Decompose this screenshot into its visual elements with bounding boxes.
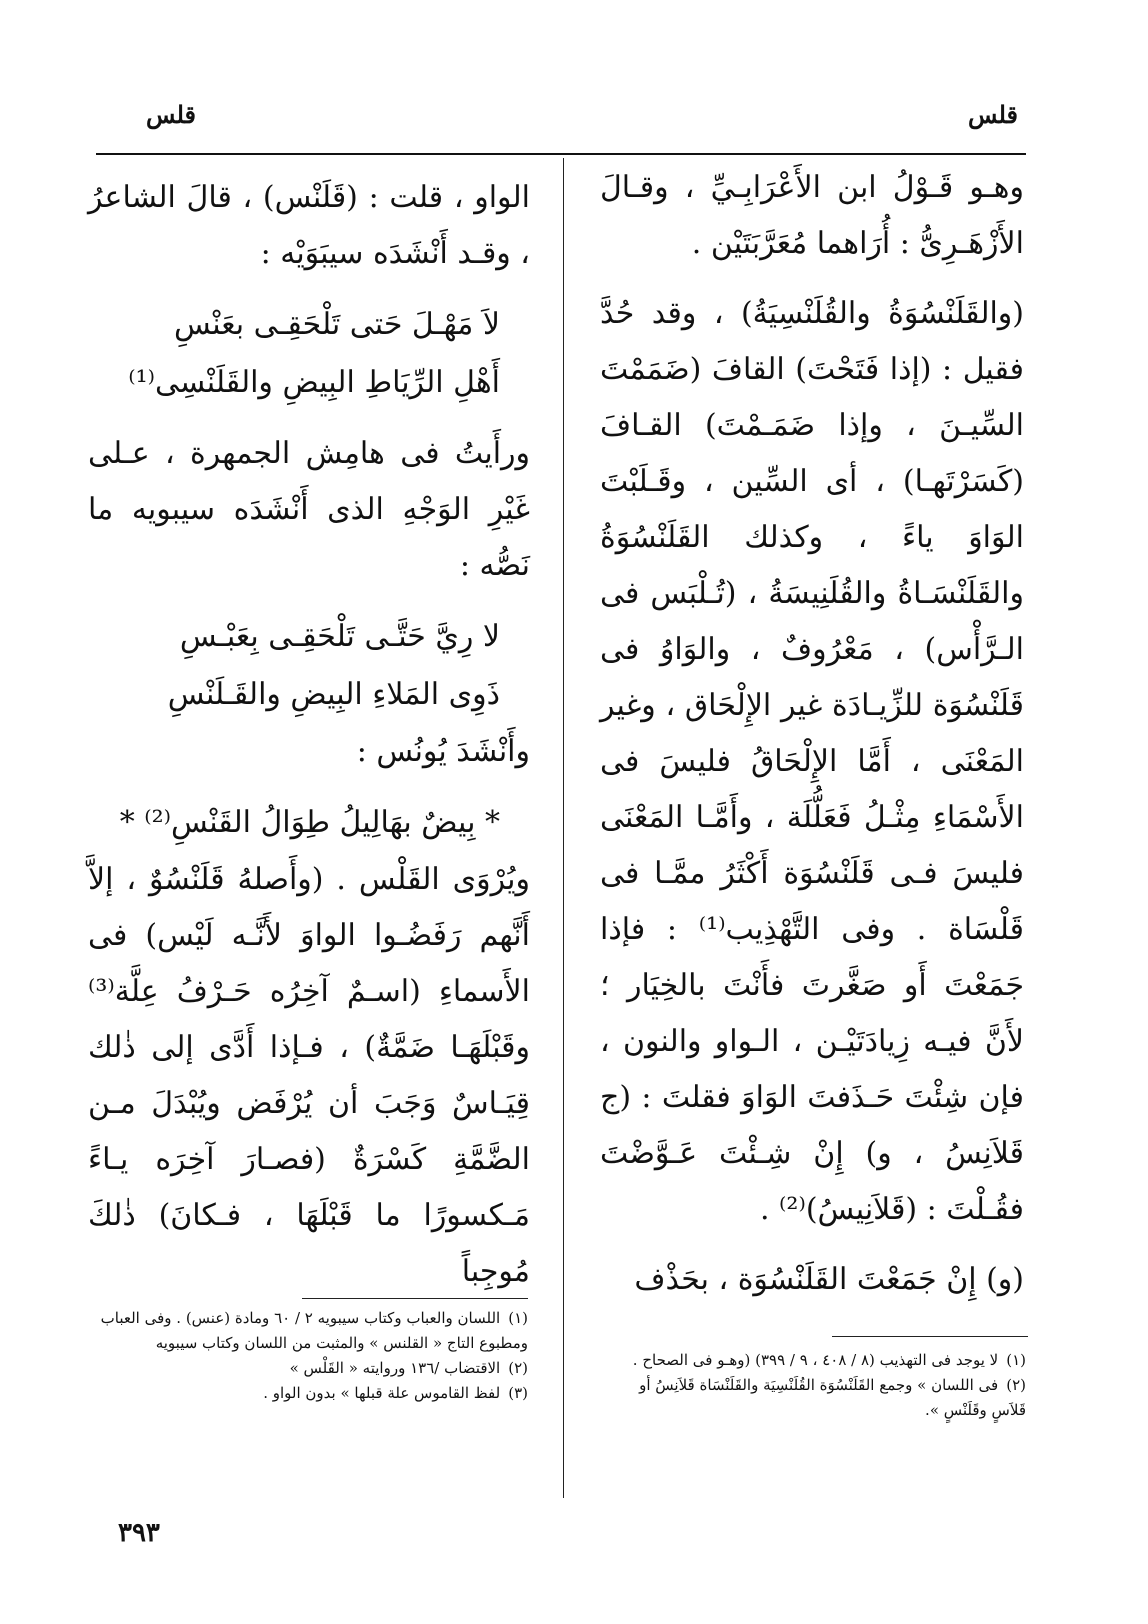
right-paragraph-1: وهـو قَـوْلُ ابن الأَعْرَابِـيِّ ، وقـالَ الأَزْهَـرِىُّ : أُرَاهما مُعَرَّبَتَيْن .	[600, 170, 1024, 261]
footnote-number: (١)	[1006, 1351, 1026, 1369]
header-rule	[96, 153, 1026, 155]
verse-line: * بِيضٌ بهَالِيلُ طِوَالُ القَنْسِ⁽²⁾ *	[119, 805, 500, 840]
footnote-rule-left	[302, 1298, 528, 1299]
left-column	[88, 170, 530, 1300]
footnote-number: (٢)	[508, 1359, 528, 1377]
column-divider	[563, 158, 564, 1498]
footnote-text: لفظ القاموس علة قبلها » بدون الواو .	[263, 1384, 501, 1402]
verse-line: لاَ مَهْـلَ حَتى تَلْحَقِـى بعَنْسِ	[173, 307, 500, 342]
left-paragraph-4: ويُرْوَى القَلْس . (وأَصلهُ قَلَنْسُوٌ ، إلاَّ أَنَّهم رَفَضُـوا الواوَ لأَنَّـه لَيْس) فى الأَسماءِ (اسـمٌ آخِرُه حَـرْفُ عِلَّة⁽³⁾ وقَبْلَهَـا ضَمَّةٌ) ، فـإذا أَدَّى إلى ذٰلك قِيَـاسٌ وَجَبَ أن يُرْفَض ويُبْدَلَ مـن الضَّمَّةِ كَسْرَةٌ (فصـارَ آخِرَه يـاءً مَـكسورًا ما قَبْلَهَا ، فـكانَ) ذٰلكَ مُوجِباً	[88, 862, 530, 1289]
verse-line: لا رِيَّ حَتَّـى تَلْحَقِـى بِعَبْـسِ	[179, 619, 500, 654]
left-paragraph-3: وأَنْشَدَ يُونُس :	[356, 734, 530, 769]
footnote-number: (٣)	[508, 1384, 528, 1402]
left-paragraph-2: ورأَيتُ فى هامِش الجمهرة ، عـلى غَيْرِ الوَجْهِ الذى أَنْشَدَه سيبويه ما نَصُّه :	[88, 436, 530, 583]
verse-line: ذَوِى المَلاءِ البِيضِ والقَـلَنْسِ	[167, 677, 500, 712]
footnote	[90, 1356, 528, 1381]
footnote-number: (٢)	[1006, 1376, 1026, 1394]
footnote-text: فى اللسان » وجمع القَلَنْسُوَة القُلَنْسِيَة والقَلَنْسَاة قَلاَنِسُ أو قَلاَسٍ وقَلَنْسٍ ».	[639, 1376, 1026, 1419]
footnote-text: اللسان والعباب وكتاب سيبويه ٢ / ٦٠ ومادة (عنس) . وفى العباب ومطبوع التاج « القلنس » والمثبت من اللسان وكتاب سيبويه	[100, 1309, 528, 1352]
left-paragraph-1: الواو ، قلت : (قَلَنْس) ، قالَ الشاعرُ ، وقـد أَنْشَدَه سيبَوَيْه :	[88, 180, 530, 271]
footnote-text: لا يوجد فى التهذيب (٨ / ٤٠٨ ، ٩ / ٣٩٩) (وهـو فى الصحاح .	[632, 1351, 999, 1369]
footnote	[600, 1348, 1026, 1373]
footnotes-left	[90, 1306, 528, 1406]
page-number: ٣٩٣	[118, 1518, 160, 1548]
footnote	[600, 1373, 1026, 1423]
header-left-title: قلس	[146, 100, 197, 129]
footnote	[90, 1306, 528, 1356]
footnotes-right	[600, 1348, 1026, 1423]
right-paragraph-3: (و) إِنْ جَمَعْتَ القَلَنْسُوَة ، بحَذْف	[634, 1262, 1024, 1297]
right-column	[600, 160, 1024, 1308]
footnote	[90, 1381, 528, 1406]
verse-line: أَهْلِ الرِّيَاطِ البِيضِ والقَلَنْسِى⁽¹⁾	[128, 365, 500, 400]
right-paragraph-2: (والقَلَنْسُوَةُ والقُلَنْسِيَةُ) ، وقد حُدَّ فقيل : (إذا فَتَحْتَ) القافَ (ضَمَمْتَ السِّيـنَ ، وإذا ضَمَـمْتَ) القـافَ (كَسَرْتَهـا) ، أى السِّين ، وقَـلَبْتَ الوَاوَ ياءً ، وكذلك القَلَنْسُوَةُ والقَلَنْسَـاةُ والقُلَنِيسَةُ ، (تُـلْبَس فى الـرَّأْس) ، مَعْرُوفٌ ، والوَاوُ فى قَلَنْسُوَة للزِّيـادَة غير الإِلْحَاق ، وغير المَعْنَى ، أَمَّا الإِلْحَاقُ فليسَ فى الأَسْمَاءِ مِثْـلُ فَعَلُّلَة ، وأَمَّـا المَعْنَى فليسَ فـى قَلَنْسُوَة أَكْثَرُ ممَّـا فى قَلْسَاة . وفى التَّهْذِيب⁽¹⁾ : فإذا جَمَعْتَ أَو صَغَّرتَ فأَنْتَ بالخِيَار ؛ لأَنَّ فيـه زِيادَتَيْـن ، الـواو والنون ، فإن شِئْتَ حَـذَفتَ الوَاوَ فقلتَ : (ج قَلاَنِسُ ، و) إِنْ شِـئْتَ عَـوَّضْتَ فقُـلْتَ : (قَلاَنِيسُ)⁽²⁾ .	[600, 296, 1024, 1227]
footnote-rule-right	[832, 1336, 1028, 1337]
header-right-title: قلس	[968, 100, 1019, 129]
footnote-number: (١)	[508, 1309, 528, 1327]
footnote-text: الاقتضاب /١٣٦ وروايته « القَلْس »	[289, 1359, 501, 1377]
